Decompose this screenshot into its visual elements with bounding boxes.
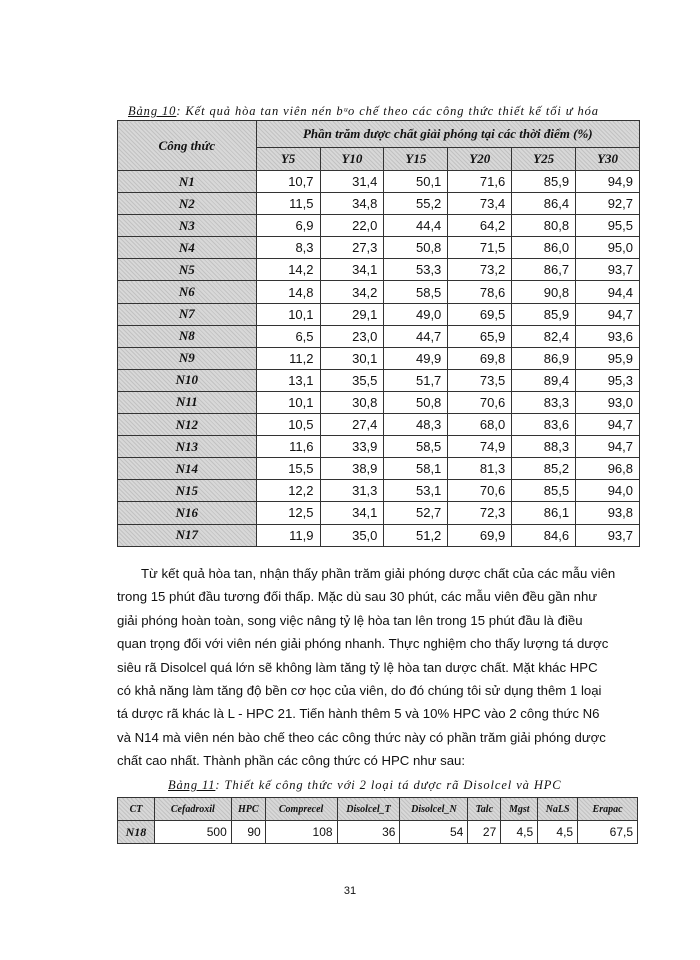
hpc-formula-table	[117, 797, 638, 844]
table-11-caption	[168, 778, 562, 793]
release-value-cell: 11,6	[256, 436, 320, 458]
release-value-cell: 70,6	[448, 391, 512, 413]
formula-label: N5	[118, 259, 257, 281]
formula-column-header: Công thức	[118, 121, 257, 171]
release-value-cell: 10,1	[256, 391, 320, 413]
release-value-cell: 85,5	[512, 480, 576, 502]
release-value-cell: 73,2	[448, 259, 512, 281]
release-value-cell: 50,1	[384, 171, 448, 193]
paragraph-line: có khả năng làm tăng độ bền cơ học của viên, do đó chúng tôi sử dụng thêm 1 loại	[117, 683, 602, 699]
release-value-cell: 86,9	[512, 347, 576, 369]
release-value-cell: 53,1	[384, 480, 448, 502]
formula-label: N14	[118, 458, 257, 480]
table-row	[118, 325, 640, 347]
release-value-cell: 93,0	[576, 391, 640, 413]
time-column-header: Y25	[512, 148, 576, 171]
table-row	[118, 414, 640, 436]
release-value-cell: 27,4	[320, 414, 384, 436]
ingredient-column-header: CT	[118, 798, 155, 821]
release-percent-group-header: Phần trăm dược chất giải phóng tại các thời điểm (%)	[256, 121, 639, 148]
table-row	[118, 524, 640, 546]
release-value-cell: 71,5	[448, 237, 512, 259]
formula-label: N13	[118, 436, 257, 458]
release-value-cell: 73,5	[448, 369, 512, 391]
release-value-cell: 94,9	[576, 171, 640, 193]
formula-label: N10	[118, 369, 257, 391]
release-value-cell: 31,4	[320, 171, 384, 193]
release-value-cell: 86,4	[512, 193, 576, 215]
release-value-cell: 11,2	[256, 347, 320, 369]
table-row	[118, 458, 640, 480]
release-value-cell: 69,9	[448, 524, 512, 546]
release-value-cell: 10,7	[256, 171, 320, 193]
release-value-cell: 30,8	[320, 391, 384, 413]
release-value-cell: 58,1	[384, 458, 448, 480]
ingredient-amount-cell: 4,5	[501, 821, 538, 844]
release-value-cell: 31,3	[320, 480, 384, 502]
release-value-cell: 86,1	[512, 502, 576, 524]
release-value-cell: 68,0	[448, 414, 512, 436]
release-value-cell: 95,3	[576, 369, 640, 391]
paragraph-line: chất cao nhất. Thành phần các công thức có HPC như sau:	[117, 753, 466, 769]
release-value-cell: 93,7	[576, 259, 640, 281]
release-value-cell: 15,5	[256, 458, 320, 480]
release-value-cell: 96,8	[576, 458, 640, 480]
release-value-cell: 85,2	[512, 458, 576, 480]
ingredient-column-header: Erapac	[578, 798, 638, 821]
formula-label: N8	[118, 325, 257, 347]
release-value-cell: 6,5	[256, 325, 320, 347]
release-value-cell: 33,9	[320, 436, 384, 458]
formula-label: N7	[118, 303, 257, 325]
release-value-cell: 64,2	[448, 215, 512, 237]
table-11-caption-label: Bảng 11	[168, 778, 216, 792]
table-10-caption	[128, 104, 599, 119]
table-10-caption-label: Bảng 10	[128, 104, 177, 118]
time-column-header: Y20	[448, 148, 512, 171]
release-value-cell: 51,2	[384, 524, 448, 546]
ingredient-column-header: Mgst	[501, 798, 538, 821]
release-value-cell: 89,4	[512, 369, 576, 391]
paragraph-line: giải phóng hoàn toàn, song việc nâng tỷ lệ hòa tan lên trong 15 phút đầu là điều	[117, 612, 583, 628]
release-value-cell: 80,8	[512, 215, 576, 237]
release-value-cell: 44,4	[384, 215, 448, 237]
formula-label: N15	[118, 480, 257, 502]
ingredient-column-header: Cefadroxil	[154, 798, 231, 821]
time-column-header: Y10	[320, 148, 384, 171]
release-value-cell: 50,8	[384, 391, 448, 413]
table-row	[118, 237, 640, 259]
formula-label: N11	[118, 391, 257, 413]
ingredient-amount-cell: 27	[468, 821, 501, 844]
dissolution-results-table	[117, 120, 640, 547]
release-value-cell: 94,7	[576, 414, 640, 436]
release-value-cell: 84,6	[512, 524, 576, 546]
formula-label: N18	[118, 821, 155, 844]
table-row	[118, 347, 640, 369]
table-row	[118, 502, 640, 524]
release-value-cell: 58,5	[384, 281, 448, 303]
table-row	[118, 281, 640, 303]
table-row	[118, 436, 640, 458]
release-value-cell: 50,8	[384, 237, 448, 259]
release-value-cell: 83,3	[512, 391, 576, 413]
release-value-cell: 6,9	[256, 215, 320, 237]
ingredient-amount-cell: 108	[265, 821, 337, 844]
formula-label: N16	[118, 502, 257, 524]
paragraph-line: Từ kết quả hòa tan, nhận thấy phần trăm giải phóng dược chất của các mẫu viên	[141, 566, 616, 581]
ingredient-column-header: Disolcel_T	[337, 798, 400, 821]
release-value-cell: 8,3	[256, 237, 320, 259]
release-value-cell: 49,9	[384, 347, 448, 369]
release-value-cell: 11,5	[256, 193, 320, 215]
release-value-cell: 83,6	[512, 414, 576, 436]
paragraph-line: quan trọng đối với viên nén giải phóng nhanh. Thực nghiệm cho thấy lượng tá dược	[117, 636, 609, 652]
paragraph-line: tá dược rã khác là L - HPC 21. Tiến hành thêm 5 và 10% HPC vào 2 công thức N6	[117, 706, 600, 722]
release-value-cell: 90,8	[512, 281, 576, 303]
formula-label: N3	[118, 215, 257, 237]
table-row	[118, 215, 640, 237]
release-value-cell: 30,1	[320, 347, 384, 369]
release-value-cell: 51,7	[384, 369, 448, 391]
ingredient-amount-cell: 67,5	[578, 821, 638, 844]
release-value-cell: 34,8	[320, 193, 384, 215]
release-value-cell: 49,0	[384, 303, 448, 325]
release-value-cell: 52,7	[384, 502, 448, 524]
release-value-cell: 55,2	[384, 193, 448, 215]
body-paragraph	[117, 562, 640, 773]
ingredient-column-header: Comprecel	[265, 798, 337, 821]
release-value-cell: 38,9	[320, 458, 384, 480]
release-value-cell: 93,7	[576, 524, 640, 546]
release-value-cell: 34,1	[320, 502, 384, 524]
release-value-cell: 69,8	[448, 347, 512, 369]
release-value-cell: 94,0	[576, 480, 640, 502]
ingredient-column-header: HPC	[231, 798, 265, 821]
release-value-cell: 44,7	[384, 325, 448, 347]
release-value-cell: 10,5	[256, 414, 320, 436]
release-value-cell: 95,5	[576, 215, 640, 237]
ingredient-amount-cell: 4,5	[538, 821, 578, 844]
release-value-cell: 65,9	[448, 325, 512, 347]
release-value-cell: 93,8	[576, 502, 640, 524]
table-row	[118, 193, 640, 215]
release-value-cell: 69,5	[448, 303, 512, 325]
release-value-cell: 73,4	[448, 193, 512, 215]
time-column-header: Y30	[576, 148, 640, 171]
release-value-cell: 22,0	[320, 215, 384, 237]
table-10-caption-text: : Kết quả hòa tan viên nén bᵘo chế theo các công thức thiết kế tối ư hóa	[176, 104, 599, 118]
release-value-cell: 88,3	[512, 436, 576, 458]
release-value-cell: 71,6	[448, 171, 512, 193]
release-value-cell: 11,9	[256, 524, 320, 546]
release-value-cell: 81,3	[448, 458, 512, 480]
paragraph-line: siêu rã Disolcel quá lớn sẽ không làm tăng tỷ lệ hòa tan dược chất. Mặt khác HPC	[117, 659, 598, 675]
paragraph-line: trong 15 phút đầu tương đối thấp. Mặc dù sau 30 phút, các mẫu viên đều gần như	[117, 589, 598, 605]
formula-label: N6	[118, 281, 257, 303]
release-value-cell: 93,6	[576, 325, 640, 347]
table-11-caption-text: : Thiết kế công thức với 2 loại tá dược rã Disolcel và HPC	[215, 778, 562, 792]
release-value-cell: 14,8	[256, 281, 320, 303]
release-value-cell: 12,5	[256, 502, 320, 524]
release-value-cell: 12,2	[256, 480, 320, 502]
release-value-cell: 95,0	[576, 237, 640, 259]
table-row	[118, 303, 640, 325]
paragraph-line: và N14 mà viên nén bào chế theo các công thức này có phần trăm giải phóng dược	[117, 729, 606, 745]
time-column-header: Y15	[384, 148, 448, 171]
release-value-cell: 78,6	[448, 281, 512, 303]
formula-label: N12	[118, 414, 257, 436]
table-row	[118, 259, 640, 281]
release-value-cell: 34,1	[320, 259, 384, 281]
formula-label: N2	[118, 193, 257, 215]
release-value-cell: 53,3	[384, 259, 448, 281]
ingredient-amount-cell: 54	[400, 821, 468, 844]
table-row	[118, 391, 640, 413]
release-value-cell: 74,9	[448, 436, 512, 458]
ingredient-column-header: Talc	[468, 798, 501, 821]
time-column-header: Y5	[256, 148, 320, 171]
release-value-cell: 72,3	[448, 502, 512, 524]
formula-label: N17	[118, 524, 257, 546]
formula-label: N4	[118, 237, 257, 259]
formula-label: N9	[118, 347, 257, 369]
release-value-cell: 14,2	[256, 259, 320, 281]
release-value-cell: 35,5	[320, 369, 384, 391]
release-value-cell: 10,1	[256, 303, 320, 325]
formula-label: N1	[118, 171, 257, 193]
ingredient-amount-cell: 36	[337, 821, 400, 844]
release-value-cell: 29,1	[320, 303, 384, 325]
release-value-cell: 27,3	[320, 237, 384, 259]
release-value-cell: 94,7	[576, 436, 640, 458]
table-row	[118, 480, 640, 502]
release-value-cell: 23,0	[320, 325, 384, 347]
release-value-cell: 94,4	[576, 281, 640, 303]
release-value-cell: 86,0	[512, 237, 576, 259]
release-value-cell: 13,1	[256, 369, 320, 391]
table-row	[118, 171, 640, 193]
page-number: 31	[343, 885, 357, 897]
release-value-cell: 85,9	[512, 171, 576, 193]
release-value-cell: 95,9	[576, 347, 640, 369]
release-value-cell: 48,3	[384, 414, 448, 436]
release-value-cell: 94,7	[576, 303, 640, 325]
release-value-cell: 58,5	[384, 436, 448, 458]
release-value-cell: 92,7	[576, 193, 640, 215]
release-value-cell: 70,6	[448, 480, 512, 502]
table-row	[118, 821, 638, 844]
ingredient-column-header: Disolcel_N	[400, 798, 468, 821]
release-value-cell: 86,7	[512, 259, 576, 281]
release-value-cell: 82,4	[512, 325, 576, 347]
ingredient-amount-cell: 90	[231, 821, 265, 844]
ingredient-amount-cell: 500	[154, 821, 231, 844]
release-value-cell: 85,9	[512, 303, 576, 325]
table-row	[118, 369, 640, 391]
release-value-cell: 34,2	[320, 281, 384, 303]
ingredient-column-header: NaLS	[538, 798, 578, 821]
release-value-cell: 35,0	[320, 524, 384, 546]
